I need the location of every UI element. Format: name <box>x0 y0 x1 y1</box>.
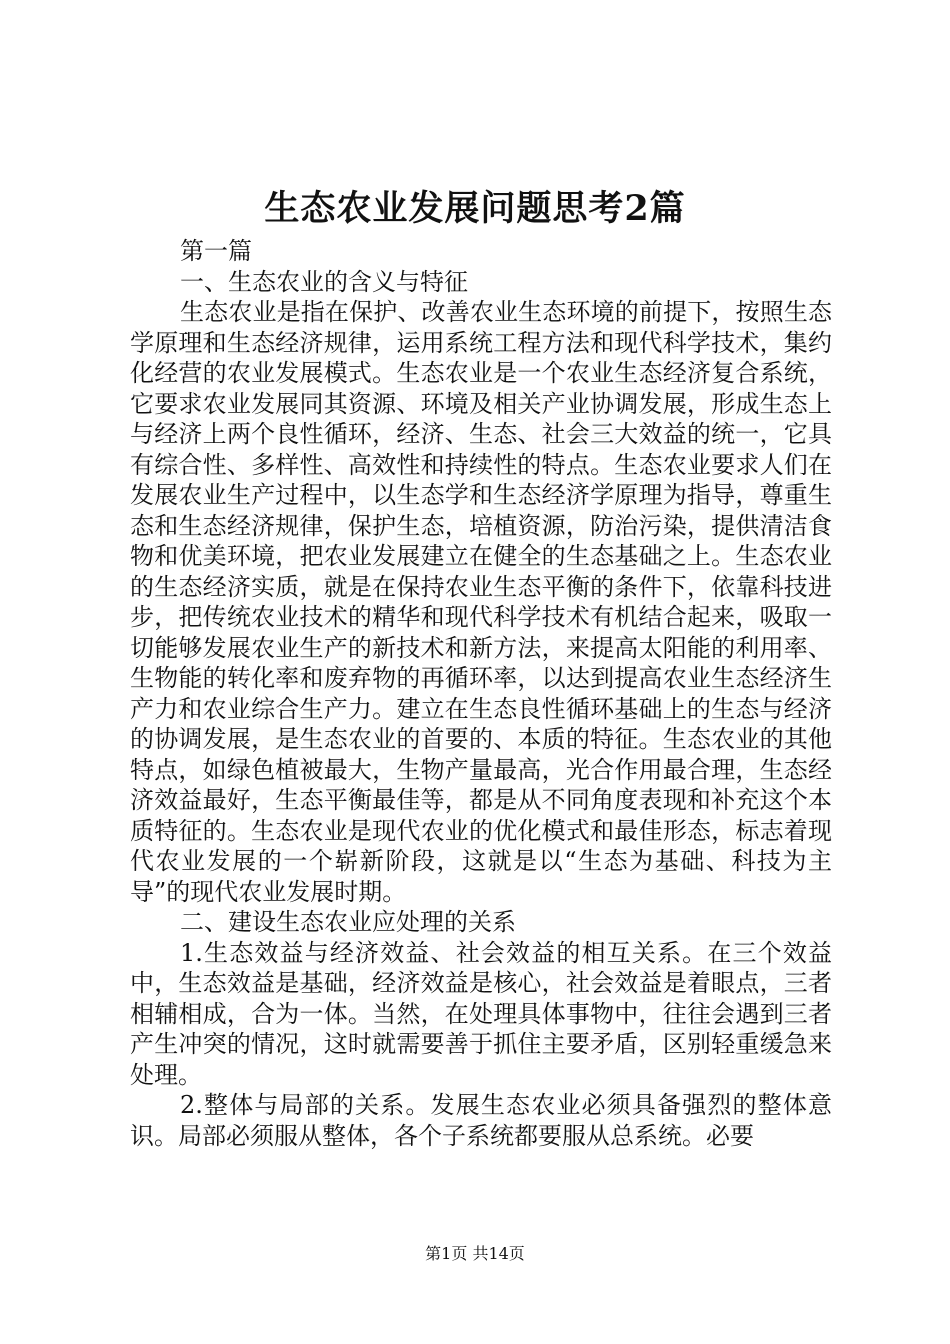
part-label: 第一篇 <box>180 237 252 265</box>
list-item-1: 1.生态效益与经济效益、社会效益的相互关系。在三个效益中，生态效益是基础，经济效益是核心，社会效益是着眼点，三者相辅相成，合为一体。当然，在处理具体事物中，往往会遇到三者产生冲突的情况，这时就需要善于抓住主要矛盾，区别轻重缓急来处理。 <box>130 938 832 1089</box>
section-heading-1: 一、生态农业的含义与特征 <box>180 267 468 296</box>
section-heading-2: 二、建设生态农业应处理的关系 <box>180 908 516 936</box>
list-item-2: 2.整体与局部的关系。发展生态农业必须具备强烈的整体意识。局部必须服从整体，各个子系统都要服从总系统。必要 <box>130 1091 832 1150</box>
paragraph-definition: 生态农业是指在保护、改善农业生态环境的前提下，按照生态学原理和生态经济规律，运用系统工程方法和现代科学技术，集约化经营的农业发展模式。生态农业是一个农业生态经济复合系统，它要求农业发展同其资源、环境及相关产业协调发展，形成生态上与经济上两个良性循环，经济、生态、社会三大效益的统一，它具有综合性、多样性、高效性和持续性的特点。生态农业要求人们在发展农业生产过程中，以生态学和生态经济学原理为指导，尊重生态和生态经济规律，保护生态，培植资源，防治污染，提供清洁食物和优美环境，把农业发展建立在健全的生态基础之上。生态农业的生态经济实质，就是在保持农业生态平衡的条件下，依靠科技进步，把传统农业技术的精华和现代科学技术有机结合起来，吸取一切能够发展农业生产的新技术和新方法，来提高太阳能的利用率、生物能的转化率和废弃物的再循环率，以达到提高农业生态经济生产力和农业综合生产力。建立在生态良性循环基础上的生态与经济的协调发展，是生态农业的首要的、本质的特征。生态农业的其他特点，如绿色植被最大，生物产量最高，光合作用最合理，生态经济效益最好，生态平衡最佳等，都是从不同角度表现和补充这个本质特征的。生态农业是现代农业的优化模式和最佳形态，标志着现代农业发展的一个崭新阶段，这就是以“生态为基础、科技为主导”的现代农业发展时期。 <box>130 298 832 906</box>
document-title: 生态农业发展问题思考2篇 <box>264 188 686 229</box>
document-body <box>130 236 832 1151</box>
page-footer: 第1页 共14页 <box>425 1244 525 1263</box>
